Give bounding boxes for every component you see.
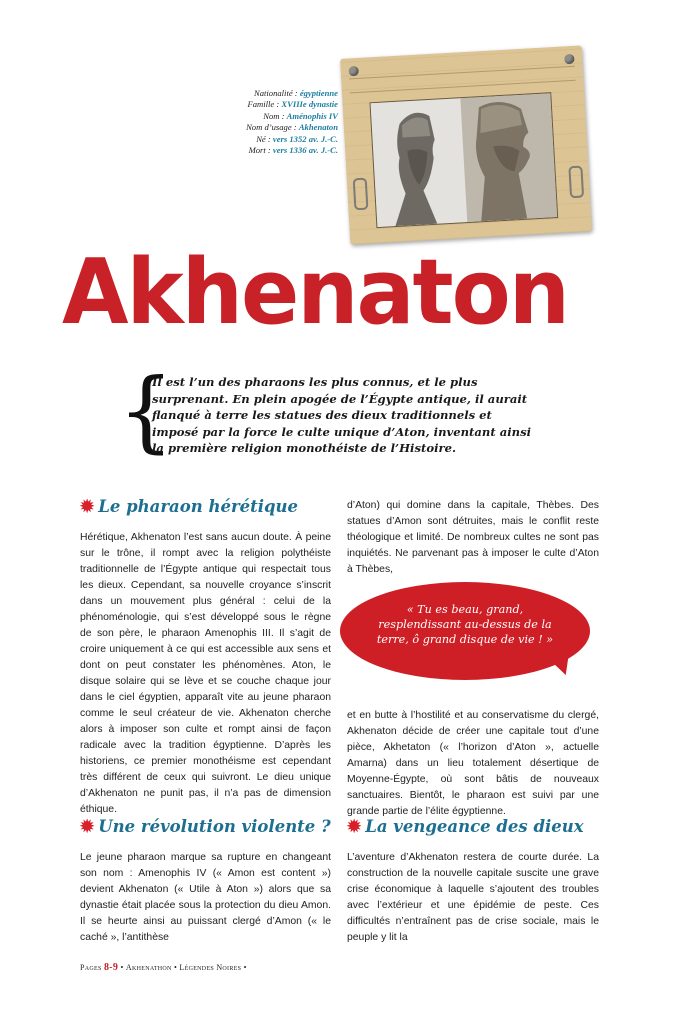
page-footer: Pages 8-9 • Akhenathon • Légendes Noires •	[80, 962, 247, 973]
intro-paragraph: Il est l’un des pharaons les plus connus, et le plus surprenant. En plein apogée de l’Égypte antique, il aurait flanqué à terre les statues des dieux traditionnels et imposé par la force le culte unique d’Aton, inventant ainsi la première religion monothéiste de l’Histoire.	[152, 375, 532, 456]
footer-series: Légendes Noires	[179, 963, 242, 972]
page-number: 8-9	[103, 962, 119, 973]
footer-pages-label: Pages	[80, 963, 102, 972]
star-icon: ✹	[347, 817, 362, 837]
identity-ne: Né : vers 1352 av. J.-C.	[256, 133, 338, 144]
photo-card	[340, 45, 592, 244]
heading-pharaon: ✹ Le pharaon hérétique	[80, 497, 299, 517]
paperclip-icon	[353, 178, 369, 211]
pin-icon	[564, 54, 575, 65]
heading-vengeance: ✹ La vengeance des dieux	[347, 817, 584, 837]
revolution-text: Le jeune pharaon marque sa rupture en changeant son nom : Amenophis IV (« Amon est content ») devient Akhenaton (« Utile à Aton ») alors que sa dynastie était placée sous la protection du dieu Amon. Il se heurte ainsi au puissant clergé d’Amon (« le caché », l’antithèse	[80, 852, 331, 943]
pin-icon	[348, 66, 359, 77]
identity-mort: Mort : vers 1336 av. J.-C.	[248, 145, 338, 156]
page-title: Akhenaton	[62, 240, 568, 345]
star-icon: ✹	[80, 817, 95, 837]
vengeance-text: L’aventure d’Akhenaton restera de courte durée. La construction de la nouvelle capitale suscite une grave crise économique à laquelle s’ajoutent des troubles avec l’extérieur et une épidémie de peste. Ces difficultés n’entraînent pas de crise sociale, mais le peuple y lit la	[347, 852, 599, 943]
heading-revolution: ✹ Une révolution violente ?	[80, 817, 331, 837]
quote-text: « Tu es beau, grand, resplendissant au-dessus de la terre, ô grand disque de vie ! »	[376, 603, 554, 646]
identity-nom: Nom : Aménophis IV	[263, 110, 338, 121]
pharaon-text: Hérétique, Akhenaton l’est sans aucun doute. À peine sur le trône, il rompt avec la religion polythéiste traditionnelle de l’Égypte antique qui respectait tous les dieux. Cependant, sa nouvelle croyance s’inscrit dans un mouvement plus général : celui de la phénoménologie, qui s’est développé sous le règne de son père, le pharaon Amenophis III. Il s’agit de croire uniquement à ce qui est accessible aux sens et dont on peut constater les phénomènes. Aton, le disque solaire qui se lève et se couche chaque jour dans le ciel égyptien, apparaît vite au jeune pharaon comme le seul créateur de vie. Akhenaton cherche alors à imposer son culte et rompt ainsi de façon radicale avec la tradition égyptienne. D’après les historiens, ce premier monothéisme est cependant très différent de ceux qui suivront. Le dieu unique d’Akhenaton ne punit pas, il n’a pas de dimension éthique.	[80, 532, 331, 815]
identity-famille: Famille : XVIIIe dynastie	[247, 99, 338, 110]
paperclip-icon	[568, 166, 584, 199]
identity-block	[150, 88, 338, 156]
brace-ornament: {	[118, 359, 174, 462]
star-icon: ✹	[80, 497, 95, 517]
identity-nom-usage: Nom d’usage : Akhenaton	[246, 122, 338, 133]
pharaon-text-continued: d’Aton) qui domine dans la capitale, Thèbes. Des statues d’Amon sont détruites, mais le conflit reste théologique et limité. De nombreux cultes ne sont pas inquiétés. Ne parvenant pas à imposer le culte d’Aton à Thèbes,	[347, 500, 599, 575]
akhenaton-statues-photo	[371, 93, 558, 227]
footer-name: Akhenathon	[125, 963, 172, 972]
identity-nationalite: Nationalité : égyptienne	[253, 88, 338, 98]
pharaon-text-end: et en butte à l’hostilité et au conservatisme du clergé, Akhenaton décide de créer une capitale tout d’une pièce, Akhetaton (« l’horizon d’Aton », actuelle Amarna) dans un lieu totalement désertique de Moyenne-Égypte, où sont bâtis de nouveaux sanctuaires. Bientôt, le pharaon est suivi par une grande partie de l’élite égyptienne.	[347, 710, 599, 817]
